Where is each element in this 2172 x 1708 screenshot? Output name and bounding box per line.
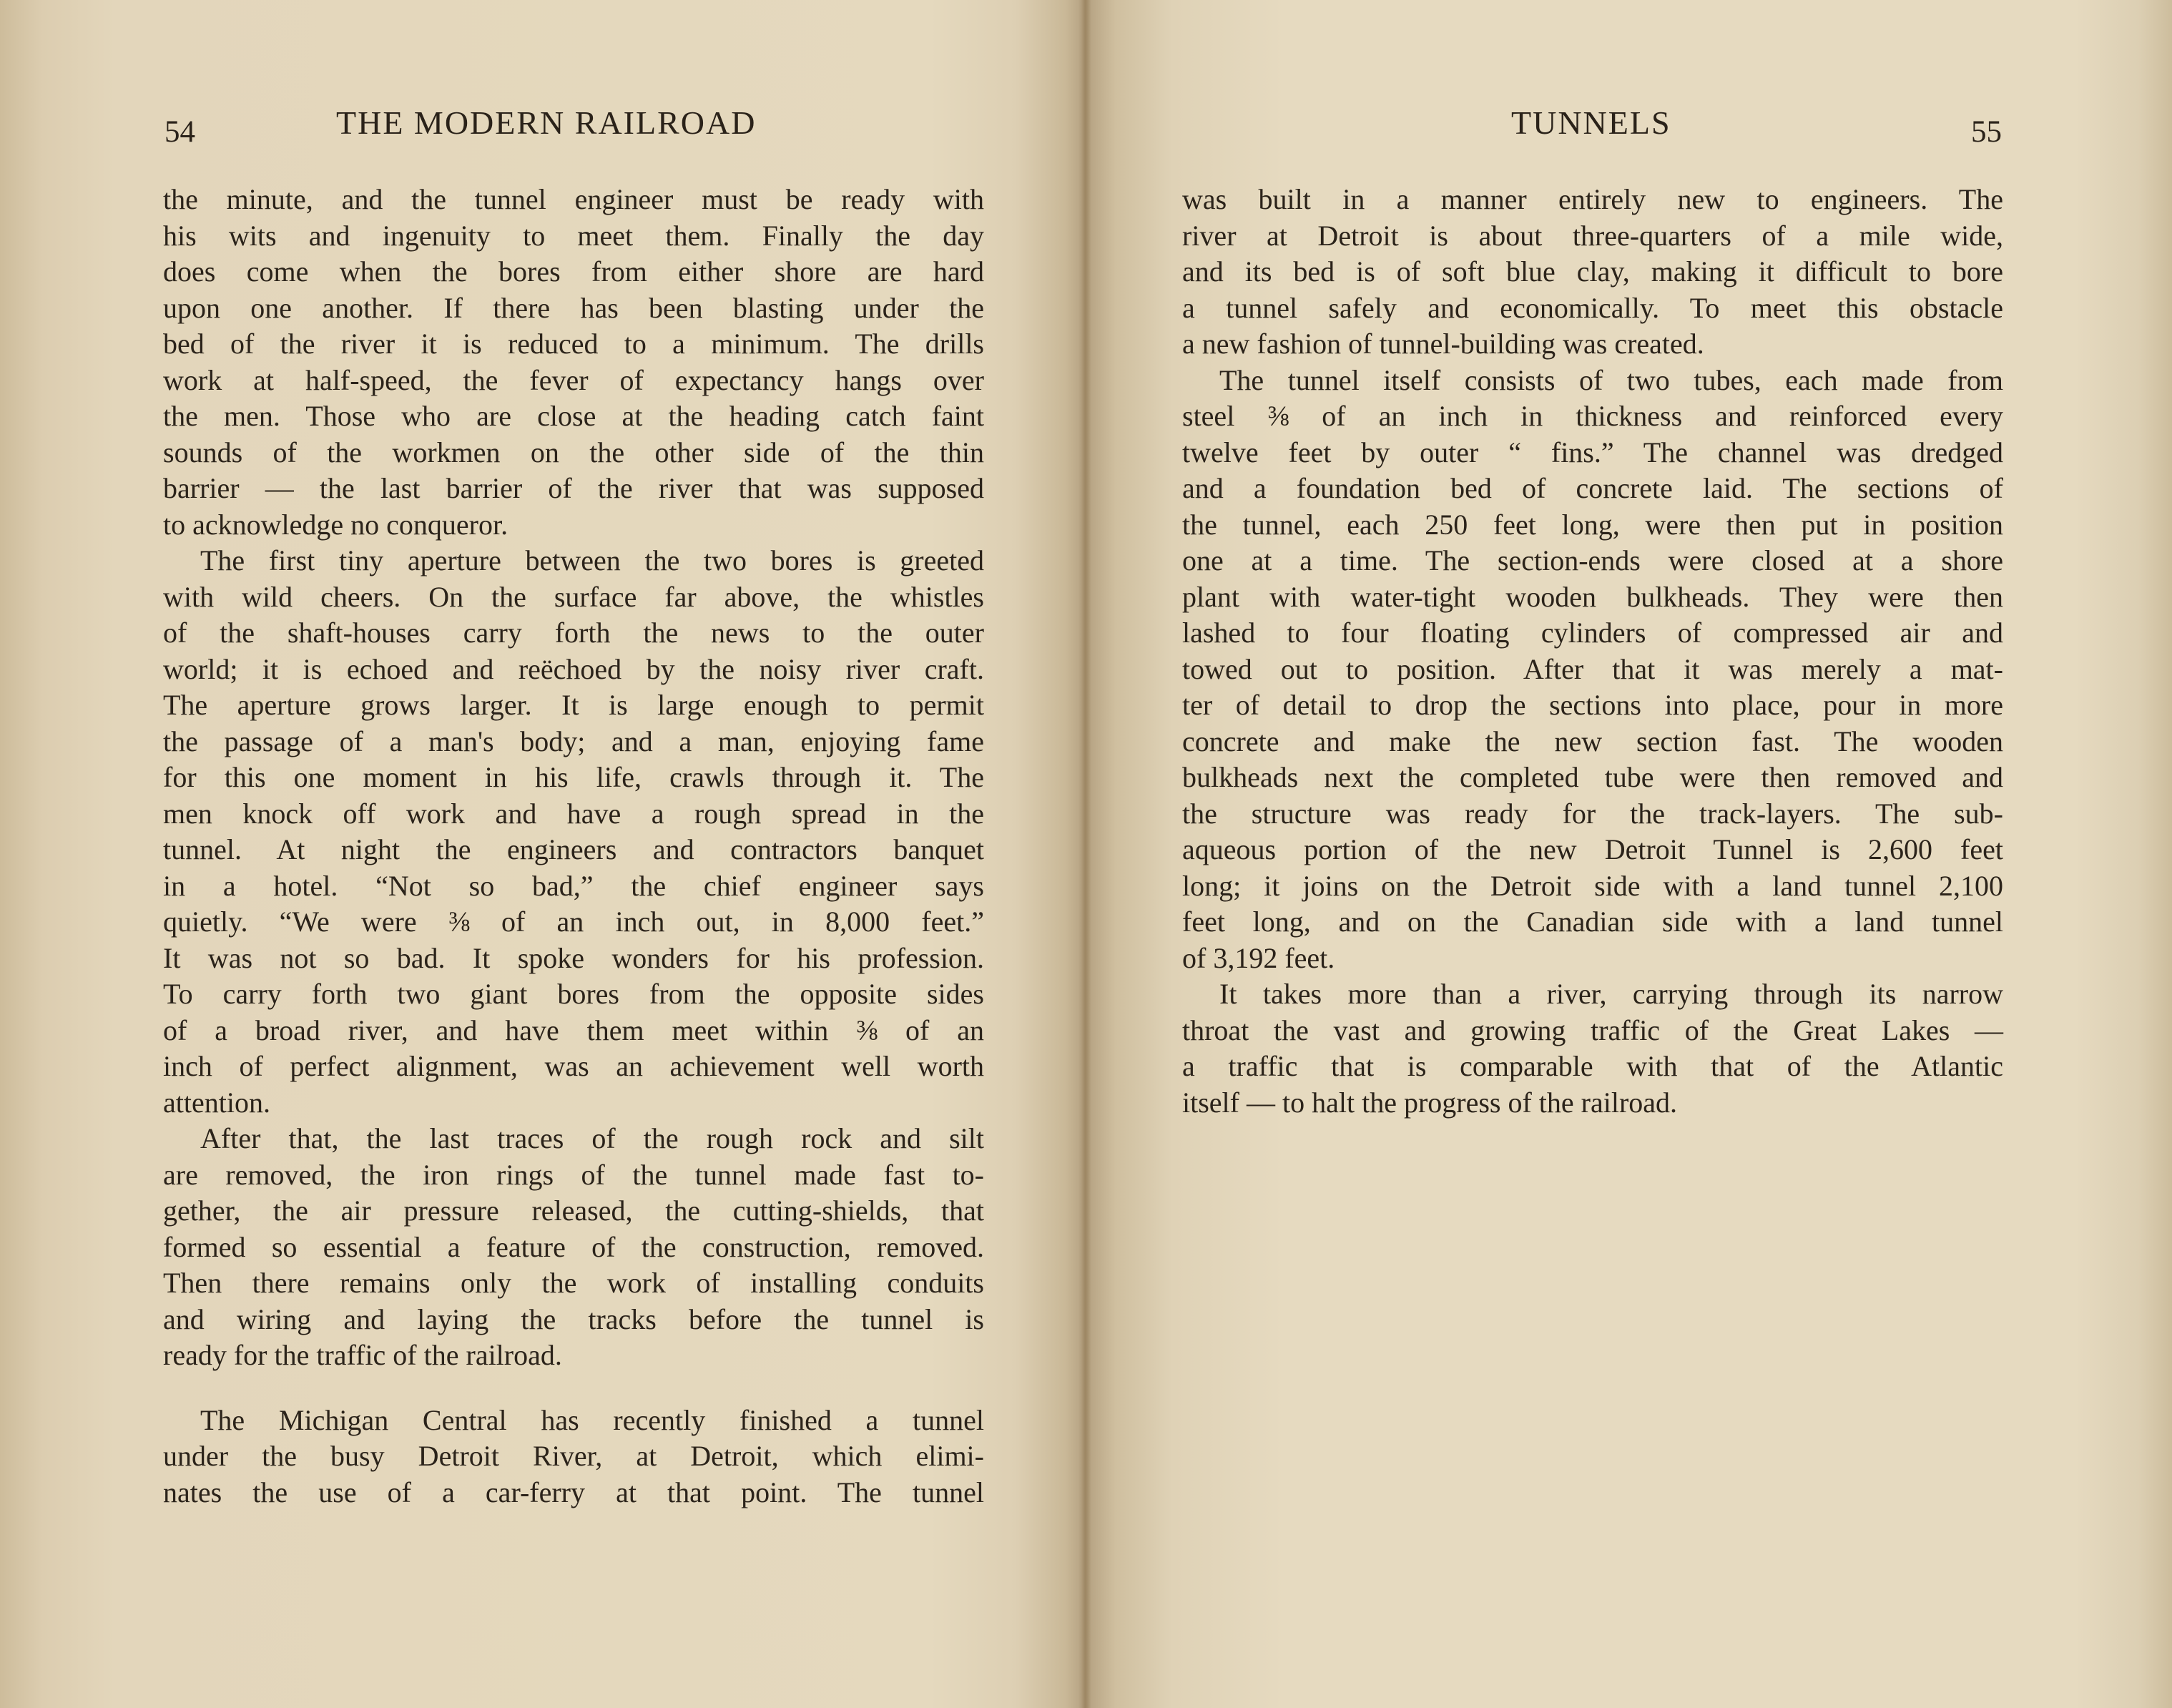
text-line: throat the vast and growing traffic of the Great Lakes — <box>1182 1013 2003 1046</box>
text-line: the passage of a man's body; and a man, enjoying fame <box>163 725 984 757</box>
text-line: and its bed is of soft blue clay, making it difficult to bore <box>1182 255 2003 288</box>
text-line: and wiring and laying the tracks before the tunnel is <box>163 1302 984 1335</box>
text-line: a tunnel safely and economically. To meet this obstacle <box>1182 291 2003 324</box>
text-line: are removed, the iron rings of the tunnel made fast to- <box>163 1158 984 1191</box>
text-line: Then there remains only the work of installing conduits <box>163 1267 984 1299</box>
text-line: river at Detroit is about three-quarters of a mile wide, <box>1182 219 2003 252</box>
text-line: ready for the traffic of the railroad. <box>163 1339 562 1371</box>
section-break <box>163 1374 984 1403</box>
text-line: was built in a manner entirely new to engineers. The <box>1182 183 2003 215</box>
body-text <box>163 182 984 1511</box>
text-line: plant with water-tight wooden bulkheads. They were then <box>1182 580 2003 613</box>
text-line: world; it is echoed and reëchoed by the noisy river craft. <box>163 652 984 685</box>
text-line: formed so essential a feature of the construction, removed. <box>163 1230 984 1263</box>
running-head: TUNNELS <box>1511 104 1671 141</box>
text-line: nates the use of a car-ferry at that point. The tunnel <box>163 1476 984 1508</box>
text-line: To carry forth two giant bores from the opposite sides <box>163 978 984 1010</box>
text-line: The Michigan Central has recently finished a tunnel <box>200 1403 984 1436</box>
text-line: quietly. “We were ⅜ of an inch out, in 8,000 feet.” <box>163 905 984 938</box>
text-line: tunnel. At night the engineers and contractors banquet <box>163 833 984 865</box>
text-line: ter of detail to drop the sections into place, pour in more <box>1182 689 2003 721</box>
running-head: THE MODERN RAILROAD <box>336 104 757 141</box>
text-line: steel ⅜ of an inch in thickness and reinforced every <box>1182 400 2003 432</box>
text-line: of 3,192 feet. <box>1182 941 1335 974</box>
text-line: to acknowledge no conqueror. <box>163 508 508 541</box>
text-line: the men. Those who are close at the heading catch faint <box>163 400 984 432</box>
text-line: does come when the bores from either shore are hard <box>163 255 984 288</box>
text-line: twelve feet by outer “ fins.” The channel was dredged <box>1182 436 2003 468</box>
text-line: lashed to four floating cylinders of compressed air and <box>1182 617 2003 649</box>
text-line: towed out to position. After that it was merely a mat- <box>1182 652 2003 685</box>
text-line: The first tiny aperture between the two bores is greeted <box>200 544 984 576</box>
text-line: for this one moment in his life, crawls through it. The <box>163 761 984 793</box>
left-page <box>0 0 1081 1708</box>
text-line: the minute, and the tunnel engineer must be ready with <box>163 183 984 215</box>
text-line: a traffic that is comparable with that of the Atlantic <box>1182 1050 2003 1082</box>
text-line: work at half-speed, the fever of expectancy hangs over <box>163 363 984 396</box>
text-line: attention. <box>163 1086 270 1119</box>
text-line: upon one another. If there has been blasting under the <box>163 291 984 324</box>
text-line: After that, the last traces of the rough rock and silt <box>200 1122 984 1154</box>
text-line: bulkheads next the completed tube were then removed and <box>1182 761 2003 793</box>
text-line: inch of perfect alignment, was an achievement well worth <box>163 1050 984 1082</box>
page-number: 54 <box>164 115 195 149</box>
body-text <box>1182 182 2003 1121</box>
text-line: of the shaft-houses carry forth the news to the outer <box>163 617 984 649</box>
text-line: It was not so bad. It spoke wonders for his profession. <box>163 941 984 974</box>
text-line: men knock off work and have a rough spread in the <box>163 797 984 830</box>
text-line: and a foundation bed of concrete laid. The sections of <box>1182 472 2003 504</box>
text-line: feet long, and on the Canadian side with a land tunnel <box>1182 905 2003 938</box>
text-line: bed of the river it is reduced to a minimum. The drills <box>163 328 984 360</box>
page-number: 55 <box>1971 115 2002 149</box>
text-line: with wild cheers. On the surface far above, the whistles <box>163 580 984 613</box>
text-line: in a hotel. “Not so bad,” the chief engineer says <box>163 869 984 902</box>
text-line: aqueous portion of the new Detroit Tunnel is 2,600 feet <box>1182 833 2003 865</box>
text-line: barrier — the last barrier of the river that was supposed <box>163 472 984 504</box>
text-line: under the busy Detroit River, at Detroit, which elimi- <box>163 1440 984 1472</box>
text-line: sounds of the workmen on the other side of the thin <box>163 436 984 468</box>
text-line: the tunnel, each 250 feet long, were then put in position <box>1182 508 2003 541</box>
text-line: one at a time. The section-ends were closed at a shore <box>1182 544 2003 576</box>
text-line: concrete and make the new section fast. The wooden <box>1182 725 2003 757</box>
text-line: It takes more than a river, carrying through its narrow <box>1219 978 2003 1010</box>
text-line: The aperture grows larger. It is large enough to permit <box>163 689 984 721</box>
text-line: of a broad river, and have them meet within ⅜ of an <box>163 1013 984 1046</box>
text-line: long; it joins on the Detroit side with a land tunnel 2,100 <box>1182 869 2003 902</box>
text-line: The tunnel itself consists of two tubes, each made from <box>1219 363 2003 396</box>
text-line: itself — to halt the progress of the railroad. <box>1182 1086 1678 1119</box>
text-line: the structure was ready for the track-layers. The sub- <box>1182 797 2003 830</box>
text-line: gether, the air pressure released, the cutting-shields, that <box>163 1194 984 1227</box>
text-line: a new fashion of tunnel-building was created. <box>1182 328 1704 360</box>
text-line: his wits and ingenuity to meet them. Finally the day <box>163 219 984 252</box>
